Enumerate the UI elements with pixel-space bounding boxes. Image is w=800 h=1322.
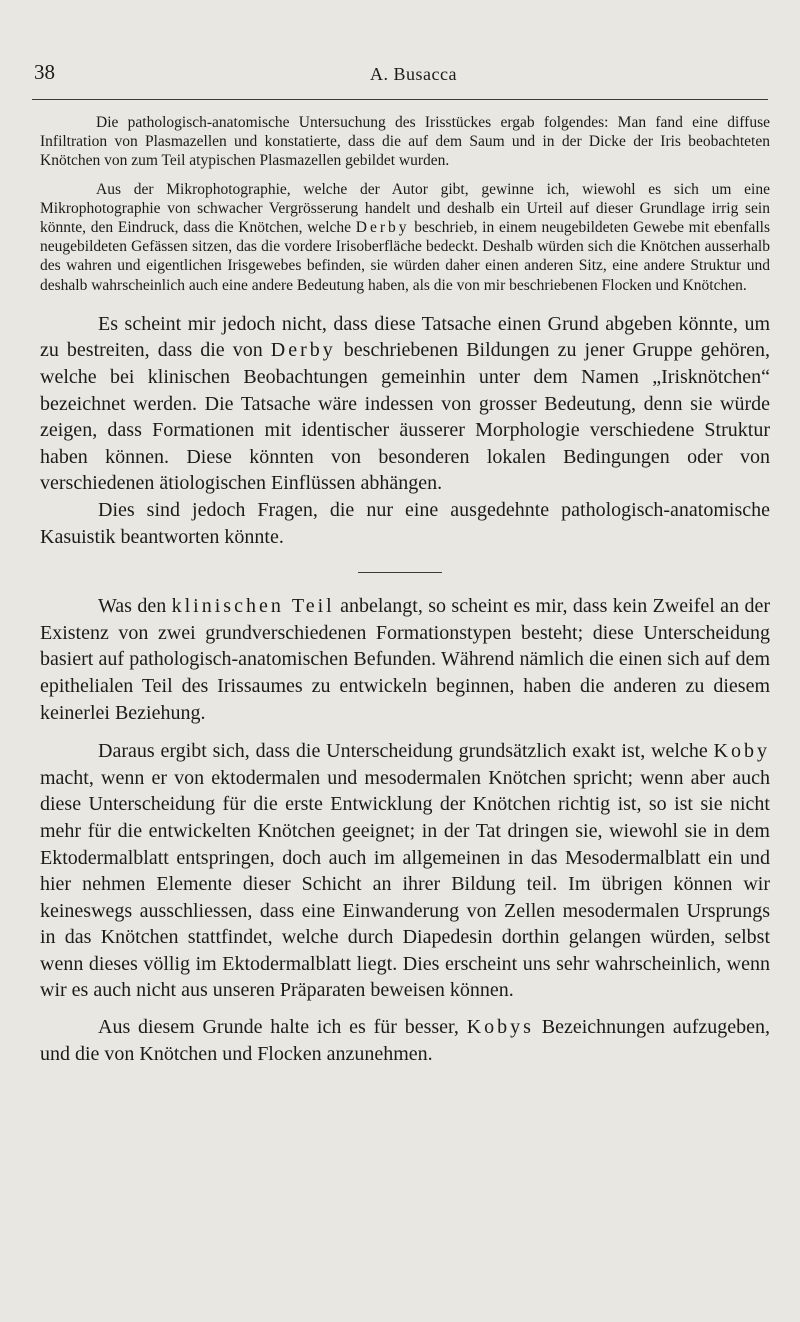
page-header xyxy=(32,60,768,90)
text: Was den xyxy=(98,595,172,618)
text: Aus diesem Grunde halte ich es für besser, xyxy=(98,1016,467,1039)
header-rule xyxy=(32,99,768,100)
text: macht, wenn er von ektodermalen und mesodermalen Knötchen spricht; wenn aber auch diese Unterscheidung für die erste Entwicklung der Knötchen richtig ist, so ist sie nicht mehr für die entwickelten Knötchen geeignet; in der Tat dringen sie, wiewohl sie in dem Ektodermalblatt entspringen, doch auch im allgemeinen in das Mesodermalblatt ein und hier nehmen Elemente dieser Schicht an ihrer Bildung teil. Im übrigen können wir keineswegs ausschliessen, dass eine Einwanderung von Zellen mesodermalen Ursprungs in das Knötchen stattfindet, welche durch Diapedesin dorthin gelangen würden, selbst wenn dieses völlig im Ektodermalblatt liegt. Dies erscheint uns sehr wahrscheinlich, wenn wir es auch nicht aus unseren Präparaten beweisen können. xyxy=(40,766,770,1002)
paragraph-6 xyxy=(40,738,770,1004)
text: Bezeichnungen aufzugeben, und die von Knötchen und Flocken anzunehmen. xyxy=(40,1016,770,1065)
text: Aus der Mikrophotographie, welche der Autor gibt, gewinne ich, wiewohl es sich um eine Mikrophotographie von schwacher Vergrösserung handelt und deshalb ein Urteil auf dieser Grundlage irrig sein könnte, den Eindruck, dass die Knötchen, welche xyxy=(40,180,770,237)
text: anbelangt, so scheint es mir, dass kein Zweifel an der Existenz von zwei grundverschiedenen Formationstypen besteht; diese Unterscheidung basiert auf pathologisch-anatomischen Befunden. Während nämlich die einen sich auf dem epithelialen Teil des Irissaumes zu entwickeln beginnen, haben die anderen zu diesem keinerlei Beziehung. xyxy=(40,595,771,724)
paragraph-3 xyxy=(40,311,770,497)
page-body xyxy=(40,105,770,1067)
paragraph-5 xyxy=(40,593,770,726)
author-name: Derby xyxy=(270,339,336,362)
small-paragraph-1: Die pathologisch-anatomische Untersuchung des Irisstückes ergab folgendes: Man fand eine diffuse Infiltration von Plasmazellen und konstatierte, dass die auf dem Saum und in der Dicke der Iris beobachteten Knötchen von zum Teil atypischen Plasmazellen gebildet wurden. xyxy=(40,114,770,170)
text: beschrieb, in einem neugebildeten Gewebe mit ebenfalls neugebildeten Gefässen sitzen, das die vordere Irisoberfläche bedeckt. Deshalb würden sich die Knötchen ausserhalb des wahren und eigentlichen Irisgewebes befinden, sie würden daher einen anderen Sitz, eine andere Struktur und deshalb wahrscheinlich auch eine andere Bedeutung haben, als die von mir beschriebenen Flocken und Knötchen. xyxy=(40,219,770,294)
small-paragraph-2 xyxy=(40,180,770,295)
paragraph-4: Dies sind jedoch Fragen, die nur eine ausgedehnte pathologisch-anatomische Kasuistik beantworten könnte. xyxy=(40,498,770,548)
page-number: 38 xyxy=(34,60,55,84)
section-divider xyxy=(358,572,442,573)
running-head: A. Busacca xyxy=(370,64,457,84)
text: Es scheint mir jedoch nicht, dass diese Tatsache einen Grund abgeben könnte, um zu bestreiten, dass die von xyxy=(40,312,770,362)
author-name: Kobys xyxy=(466,1016,534,1039)
text: beschriebenen Bildungen zu jener Gruppe gehören, welche bei klinischen Beobachtungen gemeinhin unter dem Namen „Irisknötchen“ bezeichnet werden. Die Tatsache wäre indessen von grosser Bedeutung, denn sie würde zeigen, dass Formationen mit identischer äusserer Morphologie verschiedene Struktur haben können. Diese könnten von besonderen lokalen Bedingungen oder von verschiedenen ätiologischen Einflüssen abhängen. xyxy=(40,339,770,495)
author-name: Derby xyxy=(355,219,410,237)
spaced-emphasis: klinischen Teil xyxy=(171,595,335,618)
paragraph-7 xyxy=(40,1014,770,1067)
text: Daraus ergibt sich, dass die Unterscheidung grundsätzlich exakt ist, welche xyxy=(98,740,714,763)
author-name: Koby xyxy=(713,740,770,763)
